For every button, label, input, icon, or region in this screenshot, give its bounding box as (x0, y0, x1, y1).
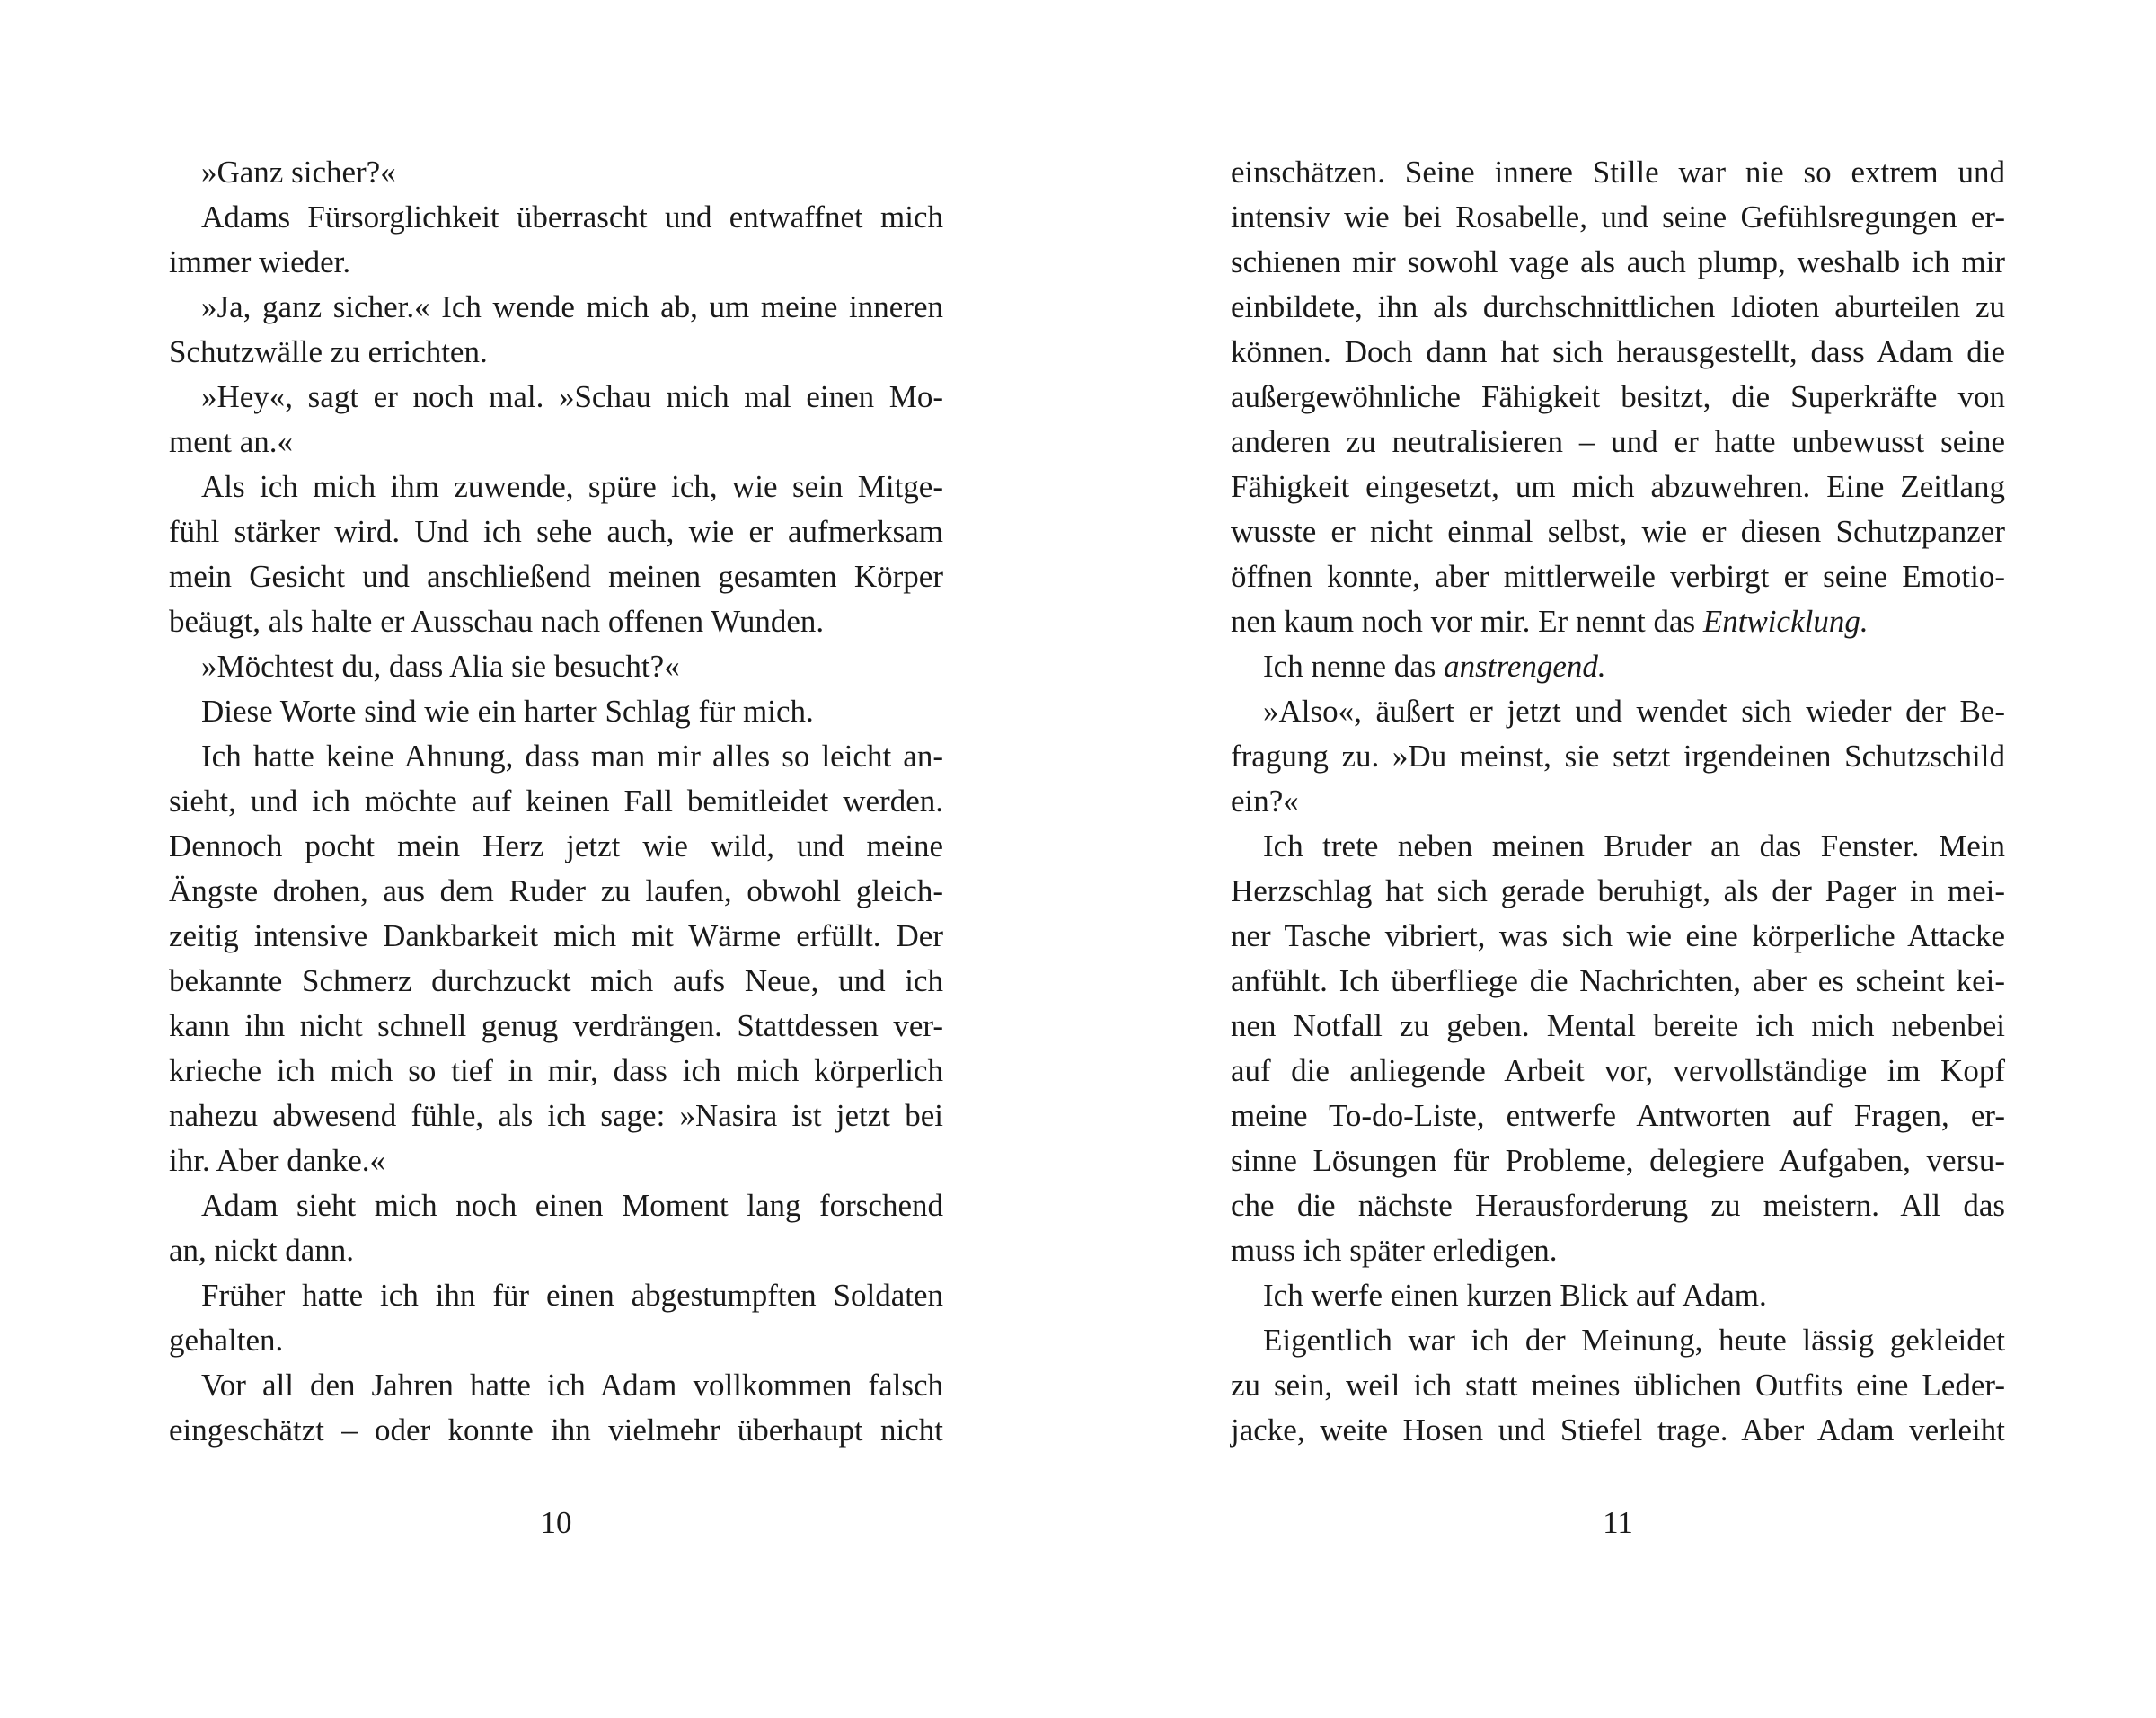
text-line: ein?« (1231, 784, 1299, 819)
text-line: mein Gesicht und anschließend meinen gesamten Körper (169, 559, 943, 594)
text-line: nen Notfall zu geben. Mental bereite ich mich nebenbei (1231, 1008, 2005, 1043)
text-line: Ich hatte keine Ahnung, dass man mir alles so leicht an- (201, 739, 943, 774)
text-line: sieht, und ich möchte auf keinen Fall bemitleidet werden. (169, 784, 943, 819)
text-line: beäugt, als halte er Ausschau nach offenen Wunden. (169, 604, 825, 639)
text-line: zeitig intensive Dankbarkeit mich mit Wärme erfüllt. Der (169, 918, 943, 953)
text-run: Ich nenne das (1263, 649, 1445, 684)
text-line: Früher hatte ich ihn für einen abgestumpften Soldaten (201, 1278, 943, 1313)
text-line: sinne Lösungen für Probleme, delegiere Aufgaben, versu- (1231, 1143, 2005, 1178)
text-line: an, nickt dann. (169, 1233, 355, 1268)
text-line: einbildete, ihn als durchschnittlichen Idioten aburteilen zu (1231, 289, 2005, 324)
text-line: nahezu abwesend fühle, als ich sage: »Nasira ist jetzt bei (169, 1098, 943, 1133)
text-line: zu sein, weil ich statt meines üblichen Outfits eine Leder- (1231, 1368, 2005, 1403)
text-line: krieche ich mich so tief in mir, dass ich mich körperlich (169, 1053, 943, 1088)
text-line: Fähigkeit eingesetzt, um mich abzuwehren. Eine Zeitlang (1231, 469, 2005, 504)
text-line: wusste er nicht einmal selbst, wie er diesen Schutzpanzer (1231, 514, 2005, 549)
page-number-left: 10 (540, 1505, 572, 1540)
text-line: ner Tasche vibriert, was sich wie eine körperliche Attacke (1231, 918, 2005, 953)
text-line: anderen zu neutralisieren – und er hatte unbewusst seine (1231, 424, 2005, 459)
text-line: ment an.« (169, 424, 294, 459)
text-line: »Ganz sicher?« (201, 155, 396, 190)
text-line: anfühlt. Ich überfliege die Nachrichten, aber es scheint kei- (1231, 963, 2005, 998)
text-line (1231, 644, 2005, 689)
text-line: Adams Fürsorglichkeit überrascht und entwaffnet mich (201, 199, 943, 235)
text-line: Herzschlag hat sich gerade beruhigt, als der Pager in mei- (1231, 873, 2005, 908)
italic-word: Entwicklung. (1702, 604, 1869, 639)
text-line: »Hey«, sagt er noch mal. »Schau mich mal einen Mo- (201, 379, 943, 414)
text-line: Ängste drohen, aus dem Ruder zu laufen, obwohl gleich- (169, 873, 943, 908)
text-line: können. Doch dann hat sich herausgestellt, dass Adam die (1231, 334, 2005, 369)
text-run: nen kaum noch vor mir. Er nennt das (1231, 604, 1703, 639)
text-line: Adam sieht mich noch einen Moment lang forschend (201, 1188, 943, 1223)
text-line: Eigentlich war ich der Meinung, heute lässig gekleidet (1263, 1323, 2005, 1358)
text-line: Dennoch pocht mein Herz jetzt wie wild, und meine (169, 828, 943, 863)
text-line: Schutzwälle zu errichten. (169, 334, 488, 369)
text-line: einschätzen. Seine innere Stille war nie so extrem und (1231, 155, 2005, 190)
text-line: muss ich später erledigen. (1231, 1233, 1558, 1268)
text-line: jacke, weite Hosen und Stiefel trage. Aber Adam verleiht (1231, 1412, 2005, 1448)
text-line: che die nächste Herausforderung zu meistern. All das (1231, 1188, 2005, 1223)
text-line: auf die anliegende Arbeit vor, vervollständige im Kopf (1231, 1053, 2005, 1088)
text-line: fühl stärker wird. Und ich sehe auch, wie er aufmerksam (169, 514, 943, 549)
text-line: »Möchtest du, dass Alia sie besucht?« (201, 649, 680, 684)
text-line: meine To-do-Liste, entwerfe Antworten auf Fragen, er- (1231, 1098, 2005, 1133)
text-line: »Also«, äußert er jetzt und wendet sich wieder der Be- (1263, 694, 2005, 729)
text-line (1231, 599, 2005, 644)
text-line: öffnen konnte, aber mittlerweile verbirgt er seine Emotio- (1231, 559, 2005, 594)
text-line: fragung zu. »Du meinst, sie setzt irgendeinen Schutzschild (1231, 739, 2005, 774)
text-line: Als ich mich ihm zuwende, spüre ich, wie sein Mitge- (201, 469, 943, 504)
text-line: Ich werfe einen kurzen Blick auf Adam. (1263, 1278, 1767, 1313)
text-line: kann ihn nicht schnell genug verdrängen. Stattdessen ver- (169, 1008, 943, 1043)
italic-word: anstrengend. (1444, 649, 1606, 684)
page-number-right: 11 (1603, 1505, 1633, 1540)
text-line: bekannte Schmerz durchzuckt mich aufs Neue, und ich (169, 963, 943, 998)
text-line: schienen mir sowohl vage als auch plump, weshalb ich mir (1231, 244, 2005, 279)
text-line: intensiv wie bei Rosabelle, und seine Gefühlsregungen er- (1231, 199, 2005, 235)
text-line: ihr. Aber danke.« (169, 1143, 386, 1178)
text-line: gehalten. (169, 1323, 284, 1358)
text-line: Ich trete neben meinen Bruder an das Fenster. Mein (1263, 828, 2005, 863)
text-line: eingeschätzt – oder konnte ihn vielmehr überhaupt nicht (169, 1412, 943, 1448)
text-line: Vor all den Jahren hatte ich Adam vollkommen falsch (201, 1368, 943, 1403)
text-line: außergewöhnliche Fähigkeit besitzt, die Superkräfte von (1231, 379, 2005, 414)
text-line: Diese Worte sind wie ein harter Schlag für mich. (201, 694, 814, 729)
text-line: »Ja, ganz sicher.« Ich wende mich ab, um meine inneren (201, 289, 943, 324)
text-line: immer wieder. (169, 244, 351, 279)
